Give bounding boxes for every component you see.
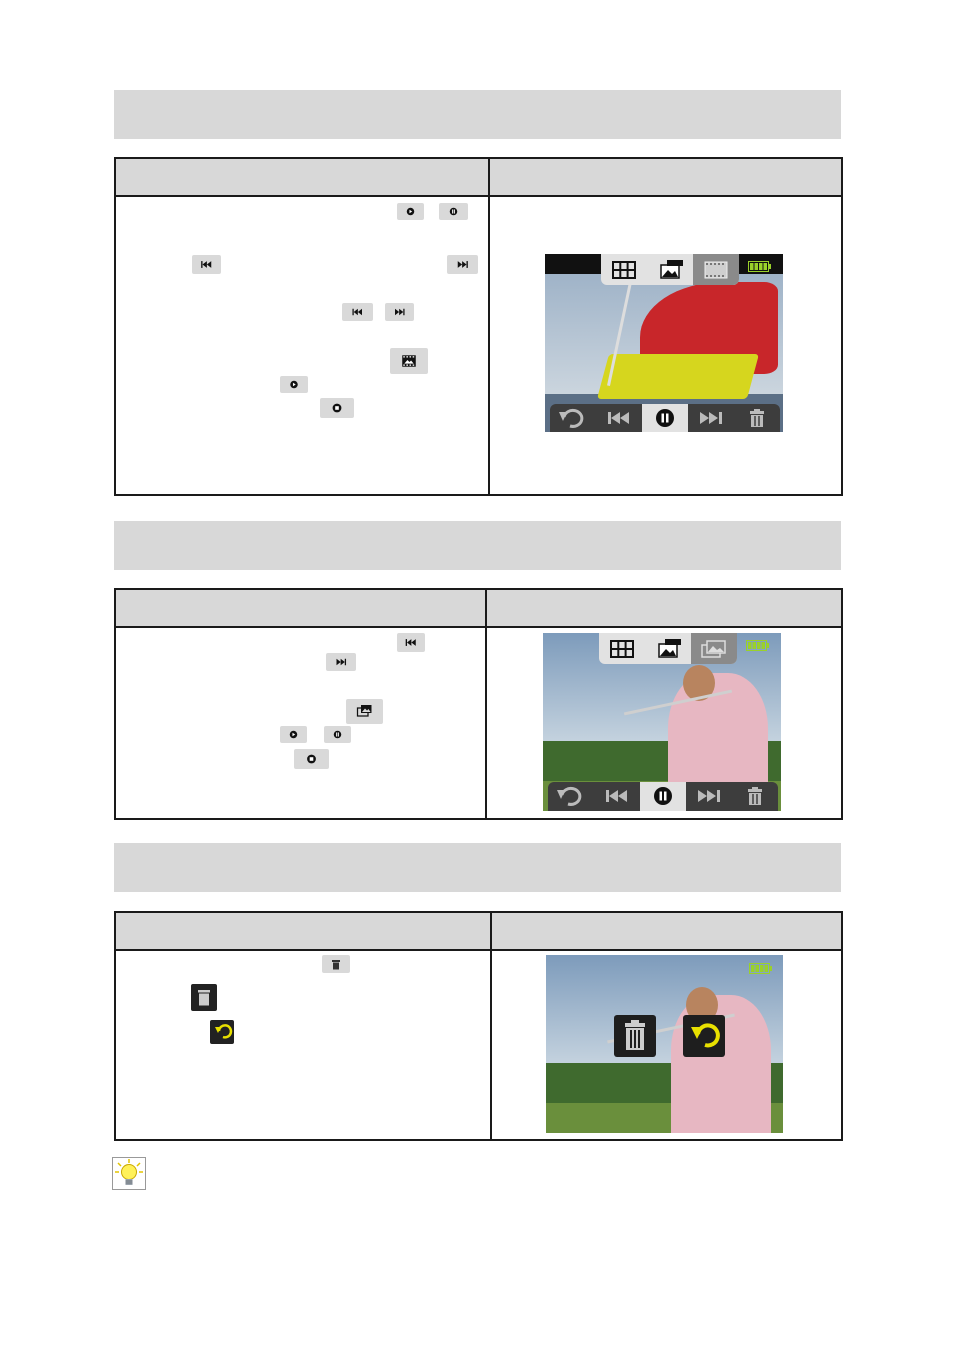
delete-button[interactable] xyxy=(322,955,350,973)
battery-icon xyxy=(748,259,772,270)
next-icon[interactable] xyxy=(688,404,734,432)
previous-icon[interactable] xyxy=(596,404,642,432)
photo-video-icon[interactable] xyxy=(645,633,691,664)
battery-icon xyxy=(749,961,773,972)
slideshow-icon[interactable] xyxy=(691,633,737,664)
next-button[interactable] xyxy=(326,653,356,671)
back-icon[interactable] xyxy=(550,404,596,432)
top-menu-bar xyxy=(601,254,739,285)
back-icon[interactable] xyxy=(683,1015,725,1057)
stop-button[interactable] xyxy=(320,398,354,418)
video-mode-button[interactable] xyxy=(390,348,428,374)
video-playback-screenshot xyxy=(545,254,783,432)
confirm-delete-button[interactable] xyxy=(191,984,217,1011)
bottom-control-bar xyxy=(548,782,778,811)
stop-button[interactable] xyxy=(294,749,329,769)
thumbnail-grid-icon[interactable] xyxy=(599,633,645,664)
next-icon[interactable] xyxy=(686,782,732,811)
boat-hull xyxy=(597,354,759,399)
table-header-row xyxy=(116,913,841,951)
section-1-header-band xyxy=(114,90,841,139)
next-button[interactable] xyxy=(447,255,478,274)
battery-icon xyxy=(746,638,770,649)
play-button[interactable] xyxy=(397,203,424,220)
pause-icon[interactable] xyxy=(642,404,688,432)
pause-button[interactable] xyxy=(324,726,351,743)
column-divider xyxy=(488,159,490,494)
slideshow-screenshot xyxy=(543,633,781,811)
section-2-header-band xyxy=(114,521,841,570)
previous-button[interactable] xyxy=(192,255,221,274)
next-button[interactable] xyxy=(385,303,414,321)
section-3-header-band xyxy=(114,843,841,892)
video-mode-icon[interactable] xyxy=(693,254,739,285)
confirm-delete-icon[interactable] xyxy=(614,1015,656,1057)
table-header-row xyxy=(116,590,841,628)
play-button[interactable] xyxy=(280,726,307,743)
previous-icon[interactable] xyxy=(594,782,640,811)
back-icon[interactable] xyxy=(548,782,594,811)
photo-video-icon[interactable] xyxy=(647,254,693,285)
back-button[interactable] xyxy=(210,1020,234,1044)
play-button[interactable] xyxy=(280,376,308,393)
delete-icon[interactable] xyxy=(734,404,780,432)
delete-confirm-screenshot xyxy=(546,955,783,1133)
thumbnail-grid-icon[interactable] xyxy=(601,254,647,285)
previous-button[interactable] xyxy=(397,633,425,652)
column-divider xyxy=(485,590,487,818)
column-divider xyxy=(490,913,492,1139)
pause-button[interactable] xyxy=(439,203,468,220)
slideshow-button[interactable] xyxy=(346,699,383,724)
lightbulb-icon xyxy=(112,1157,146,1190)
table-header-row xyxy=(116,159,841,197)
bottom-control-bar xyxy=(550,404,780,432)
top-menu-bar xyxy=(599,633,737,664)
previous-button[interactable] xyxy=(342,303,373,321)
pause-icon[interactable] xyxy=(640,782,686,811)
delete-icon[interactable] xyxy=(732,782,778,811)
